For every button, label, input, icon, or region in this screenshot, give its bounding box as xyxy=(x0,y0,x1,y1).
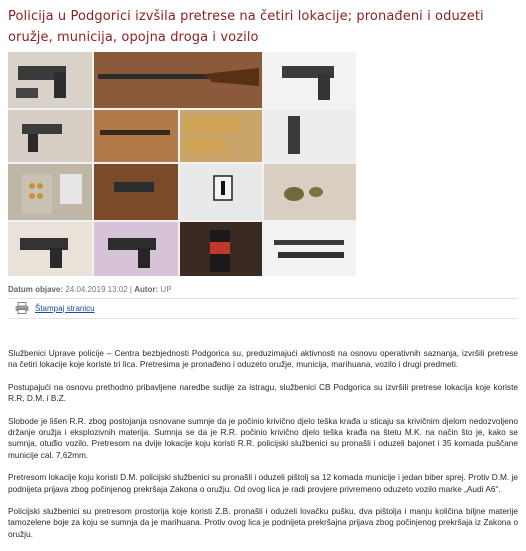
photo-pistol-on-wood xyxy=(94,164,178,220)
photo-marijuana xyxy=(264,164,356,220)
photo-hunting-rifle xyxy=(94,52,262,108)
article-meta xyxy=(8,285,518,294)
evidence-photo-collage xyxy=(8,52,356,276)
photo-ammunition-rows xyxy=(180,110,262,162)
photo-revolver-parts xyxy=(8,110,92,162)
meta-separator: | xyxy=(129,285,132,294)
print-page-label: Štampaj stranicu xyxy=(35,303,95,313)
meta-date-label: Datum objave: xyxy=(8,285,64,294)
photo-pistol-grey xyxy=(8,222,92,276)
photo-bayonet xyxy=(264,222,356,276)
paragraph: Slobode je lišen R.R. zbog postojanja osnovane sumnje da je počinio krivično djelo teška krađa u sticaju sa krivičnim djelom nedozvoljeno držanje oružja i eksplozivnih materija. Sumnja se da je R.R. počinio krivično djelo teška krađa na štetu M.K. na način što je, kako se sumnja, otuđio vozilo. Pretresom na dvije lokacije koju koristi R.R. policijski službenici su pronašli i oduzeli bajonet i 35 komada puščane municije cal. 7,62mm. xyxy=(8,415,518,460)
meta-author: UP xyxy=(160,285,172,294)
article-title: Policija u Podgorici izvšila pretrese na četiri lokacije; pronađeni i oduzeti oružje, municija, opojna droga i vozilo xyxy=(8,9,484,45)
article-body xyxy=(8,348,518,551)
photo-rifle-parts xyxy=(94,110,178,162)
paragraph: Policijski službenici su pretresom prostorija koje koristi Z.B. pronašli i oduzeli lovačku pušku, dva pištolja i manju količina biljne materije tamozelene boje za koju se sumnja da je marihuana. Protiv ovog lica je podnijeta prekršajna prijava zbog počinjenog prekršaja iz Zakona o oružju. xyxy=(8,506,518,539)
meta-date: 24.04.2019 13:02 xyxy=(65,285,128,294)
paragraph: Postupajući na osnovu prethodno pribavljene naredbe sudije za istragu, službenici CB Podgorica su izvršili pretrese lokacija koje koriste R.R, D.M. i B.Z. xyxy=(8,381,518,404)
divider xyxy=(8,318,518,319)
photo-evidence-marker xyxy=(180,164,262,220)
photo-pistol-purple xyxy=(94,222,178,276)
photo-pistol-and-magazine xyxy=(8,52,92,108)
divider xyxy=(8,298,518,299)
paragraph: Službenici Uprave policije – Centra bezbjednosti Podgorica su, preduzimajući aktivnosti na osnovu operativnih saznanja, izvršili pretrese na četiri lokacije koje koriste tri lica. Pretresima je pronađeno i oduzeto oružje, municija, marihuana, vozilo i drugi predmeti. xyxy=(8,348,518,370)
printer-icon xyxy=(15,302,29,314)
print-page-link[interactable] xyxy=(15,302,95,314)
meta-author-label: Autor: xyxy=(134,285,159,294)
photo-pepper-spray xyxy=(180,222,262,276)
photo-ammunition-box xyxy=(8,164,92,220)
paragraph: Pretresom lokacije koju koristi D.M. policijski službenici su pronašli i oduzeli pištolj sa 12 komada municije i jedan biber sprej. Protiv D.M. je podnijeta prijava zbog počinjenog prekršaja Zakona o oružju. Od ovog lica je radi provjere privremeno oduzeto vozilo marke „Audi A6“. xyxy=(8,472,518,494)
photo-pistol-white xyxy=(264,52,356,108)
photo-magazine xyxy=(264,110,356,162)
